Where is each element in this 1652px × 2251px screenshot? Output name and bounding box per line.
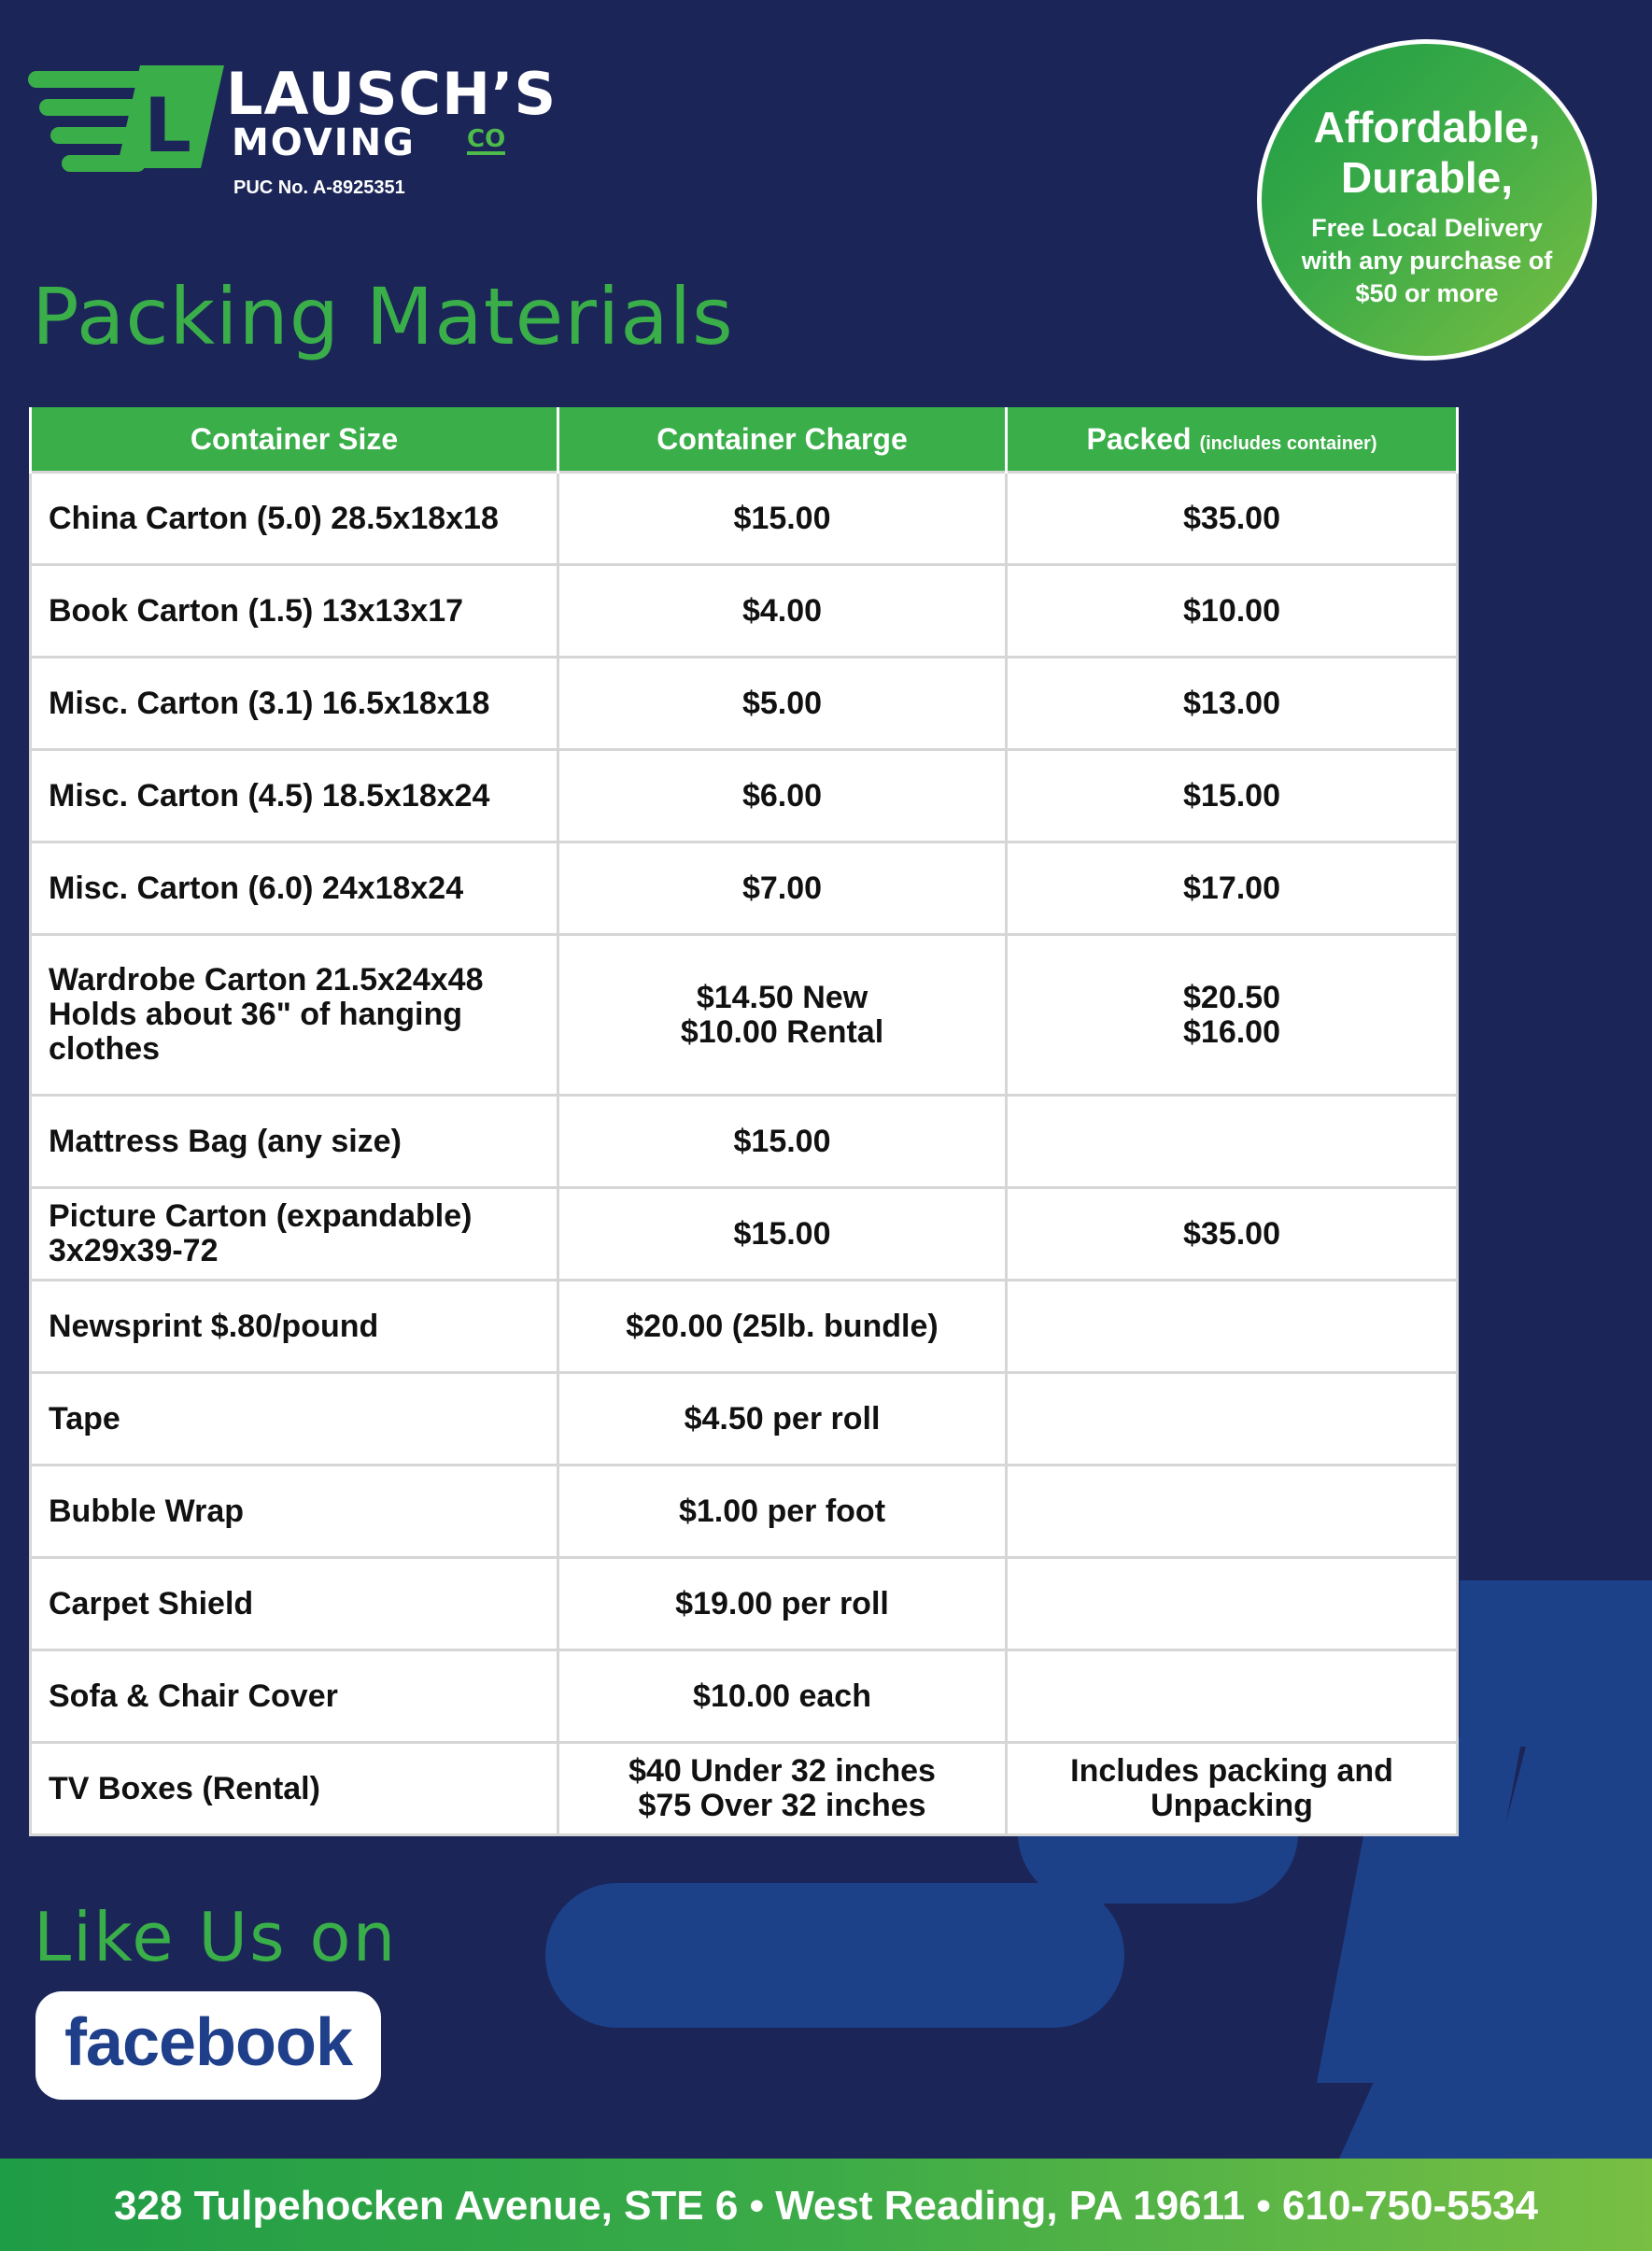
cell-text: Mattress Bag (any size) bbox=[49, 1123, 402, 1159]
cell-text: $20.00 (25lb. bundle) bbox=[626, 1308, 939, 1344]
cell-packed bbox=[1007, 935, 1458, 1096]
table-body bbox=[31, 473, 1458, 1835]
table-row bbox=[31, 473, 1458, 565]
cell-text: TV Boxes (Rental) bbox=[49, 1770, 320, 1806]
cell-container-size bbox=[31, 565, 558, 658]
cell-text: $15.00 bbox=[733, 1215, 831, 1252]
cell-container-size bbox=[31, 842, 558, 935]
cell-text: $13.00 bbox=[1183, 685, 1280, 721]
cell-container-size bbox=[31, 1373, 558, 1465]
cell-container-charge bbox=[558, 750, 1007, 842]
cell-text: Wardrobe Carton 21.5x24x48 bbox=[49, 962, 484, 998]
table-row bbox=[31, 935, 1458, 1096]
cell-text: $35.00 bbox=[1183, 500, 1280, 536]
footer-bar bbox=[0, 2159, 1652, 2251]
cell-text: $4.50 per roll bbox=[684, 1400, 881, 1437]
cell-packed bbox=[1007, 1188, 1458, 1281]
cell-packed bbox=[1007, 1743, 1458, 1835]
table-row bbox=[31, 1373, 1458, 1465]
table-row bbox=[31, 842, 1458, 935]
cell-container-charge bbox=[558, 658, 1007, 750]
facebook-logo-text: facebook bbox=[64, 2005, 353, 2080]
cell-packed bbox=[1007, 1281, 1458, 1373]
cell-text: Unpacking bbox=[1151, 1788, 1313, 1823]
cell-packed bbox=[1007, 1096, 1458, 1188]
cell-container-charge bbox=[558, 935, 1007, 1096]
cell-container-charge bbox=[558, 1373, 1007, 1465]
cell-text: $40 Under 32 inches bbox=[628, 1753, 936, 1789]
cell-container-size bbox=[31, 1558, 558, 1650]
cell-container-size bbox=[31, 750, 558, 842]
page-title: Packing Materials bbox=[32, 271, 734, 362]
cell-text: $10.00 each bbox=[693, 1678, 871, 1714]
cell-text: Tape bbox=[49, 1400, 120, 1437]
cell-container-size bbox=[31, 658, 558, 750]
bg-bar-lower bbox=[545, 1883, 1124, 2028]
cell-container-charge bbox=[558, 473, 1007, 565]
facebook-button[interactable] bbox=[35, 1991, 381, 2100]
cell-container-size bbox=[31, 1465, 558, 1558]
cell-text: Sofa & Chair Cover bbox=[49, 1678, 338, 1714]
cell-container-charge bbox=[558, 565, 1007, 658]
cell-text: $15.00 bbox=[733, 1123, 831, 1159]
table-header-row bbox=[31, 407, 1458, 473]
cell-text: Book Carton (1.5) 13x13x17 bbox=[49, 592, 464, 629]
cell-text: 3x29x39-72 bbox=[49, 1233, 219, 1268]
table-row bbox=[31, 565, 1458, 658]
brand-co: CO bbox=[467, 125, 506, 153]
cell-text: Picture Carton (expandable) bbox=[49, 1198, 473, 1234]
table-row bbox=[31, 1465, 1458, 1558]
cell-packed bbox=[1007, 565, 1458, 658]
cell-text: $16.00 bbox=[1183, 1013, 1280, 1050]
cell-packed bbox=[1007, 750, 1458, 842]
cell-container-charge bbox=[558, 842, 1007, 935]
cell-text: $1.00 per foot bbox=[678, 1493, 886, 1529]
header-packed bbox=[1007, 407, 1458, 473]
cell-text: $75 Over 32 inches bbox=[638, 1788, 926, 1823]
cell-text: Includes packing and bbox=[1070, 1753, 1393, 1789]
cell-container-charge bbox=[558, 1558, 1007, 1650]
cell-text: $20.50 bbox=[1183, 979, 1280, 1015]
cell-text: Misc. Carton (3.1) 16.5x18x18 bbox=[49, 685, 490, 721]
cell-container-charge bbox=[558, 1281, 1007, 1373]
header-container-size: Container Size bbox=[31, 407, 558, 473]
brand-name: LAUSCH’S bbox=[226, 60, 558, 128]
cell-container-size bbox=[31, 1743, 558, 1835]
cell-container-size bbox=[31, 935, 558, 1096]
cell-packed bbox=[1007, 1558, 1458, 1650]
cell-container-size bbox=[31, 1281, 558, 1373]
cell-container-size bbox=[31, 473, 558, 565]
cell-text: Newsprint $.80/pound bbox=[49, 1308, 379, 1344]
like-us-heading: Like Us on bbox=[34, 1898, 398, 1976]
puc-number: PUC No. A-8925351 bbox=[233, 177, 405, 198]
table-row bbox=[31, 658, 1458, 750]
cell-text: $14.50 New bbox=[696, 979, 868, 1015]
cell-text: $4.00 bbox=[741, 592, 823, 629]
cell-text: Carpet Shield bbox=[49, 1585, 254, 1621]
cell-text: clothes bbox=[49, 1031, 161, 1067]
badge-line1: Affordable, bbox=[1313, 103, 1541, 151]
cell-packed bbox=[1007, 473, 1458, 565]
cell-packed bbox=[1007, 1373, 1458, 1465]
cell-text: $15.00 bbox=[733, 500, 831, 536]
price-table bbox=[29, 407, 1459, 1836]
cell-packed bbox=[1007, 842, 1458, 935]
cell-packed bbox=[1007, 1465, 1458, 1558]
cell-text: $15.00 bbox=[1183, 777, 1280, 814]
cell-packed bbox=[1007, 658, 1458, 750]
cell-text: $6.00 bbox=[741, 777, 823, 814]
table-row bbox=[31, 1096, 1458, 1188]
brand-moving: MOVING bbox=[232, 121, 416, 164]
cell-text: $19.00 per roll bbox=[675, 1585, 889, 1621]
cell-text: Misc. Carton (4.5) 18.5x18x24 bbox=[49, 777, 490, 814]
cell-container-size bbox=[31, 1650, 558, 1743]
table-row bbox=[31, 750, 1458, 842]
cell-text: $7.00 bbox=[741, 870, 823, 906]
table-row bbox=[31, 1650, 1458, 1743]
cell-text: $17.00 bbox=[1183, 870, 1280, 906]
cell-text: $35.00 bbox=[1183, 1215, 1280, 1252]
footer-address: 328 Tulpehocken Avenue, STE 6 • West Reading, PA 19611 • 610-750-5534 bbox=[113, 2183, 1539, 2229]
promo-badge bbox=[1257, 39, 1597, 361]
cell-container-charge bbox=[558, 1188, 1007, 1281]
header-packed-note: (includes container) bbox=[1199, 432, 1377, 454]
table-row bbox=[31, 1188, 1458, 1281]
table-row bbox=[31, 1281, 1458, 1373]
cell-packed bbox=[1007, 1650, 1458, 1743]
cell-text: Bubble Wrap bbox=[49, 1493, 245, 1529]
header-container-charge: Container Charge bbox=[558, 407, 1007, 473]
cell-text: $5.00 bbox=[741, 685, 823, 721]
header-packed-label: Packed bbox=[1086, 421, 1192, 456]
badge-line2: Durable, bbox=[1340, 153, 1514, 202]
cell-text: $10.00 Rental bbox=[680, 1013, 884, 1050]
cell-container-charge bbox=[558, 1650, 1007, 1743]
cell-text: China Carton (5.0) 28.5x18x18 bbox=[49, 500, 499, 536]
cell-container-charge bbox=[558, 1743, 1007, 1835]
badge-subtext: Free Local Delivery with any purchase of $50 or more bbox=[1301, 214, 1553, 307]
table-row bbox=[31, 1743, 1458, 1835]
table-row bbox=[31, 1558, 1458, 1650]
cell-text: Misc. Carton (6.0) 24x18x24 bbox=[49, 870, 464, 906]
cell-text: $10.00 bbox=[1183, 592, 1280, 629]
cell-container-charge bbox=[558, 1465, 1007, 1558]
cell-container-size bbox=[31, 1096, 558, 1188]
cell-container-size bbox=[31, 1188, 558, 1281]
cell-container-charge bbox=[558, 1096, 1007, 1188]
logo-letter: L bbox=[144, 82, 191, 169]
cell-text: Holds about 36" of hanging bbox=[49, 997, 462, 1032]
